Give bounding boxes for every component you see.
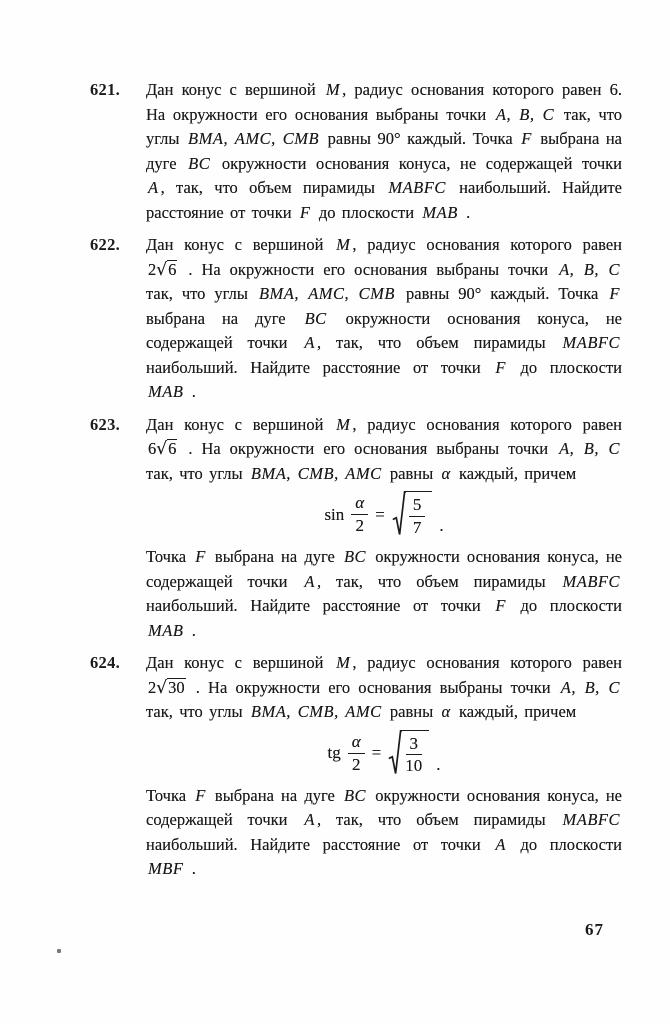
big-radical	[392, 491, 433, 538]
text-run: , радиус основания которого равен	[352, 235, 622, 254]
text-run: до плоскости	[507, 834, 622, 854]
math-variable: MAB	[148, 620, 184, 640]
text-run: окружности основания конуса, не содержащей точки	[146, 785, 623, 829]
text-run: равны	[383, 463, 440, 483]
fraction	[351, 493, 368, 535]
text-run: до плоскости	[507, 357, 622, 377]
text-run: , радиус основания которого равен 6. На окружности его основания выбраны точки	[146, 80, 622, 124]
fraction	[409, 495, 426, 537]
text-run: равны 90° каждый. Точка	[321, 129, 520, 148]
text-run: .	[459, 202, 471, 222]
radicand	[405, 491, 433, 537]
radicand: 30	[168, 677, 185, 697]
text-run: выбрана на дуге	[207, 785, 342, 805]
math-variable: F	[495, 596, 506, 615]
text-run: , радиус основания которого равен	[352, 653, 622, 672]
text-run: , радиус основания которого равен	[352, 414, 622, 434]
problem-text	[146, 413, 622, 487]
radical-sign-icon: √	[156, 439, 168, 459]
math-variable: MAB	[148, 382, 184, 401]
problem-item	[90, 413, 622, 644]
problem-item	[90, 233, 622, 405]
radical-coefficient: 6	[148, 439, 157, 458]
text-run: выбрана на дуге	[207, 547, 342, 566]
problem-body	[146, 78, 622, 225]
math-variable: BC	[343, 547, 367, 566]
fraction-denominator: 2	[351, 754, 361, 774]
math-variable: A	[304, 810, 315, 829]
text-run: наибольший. Найдите расстояние от точки	[146, 596, 494, 615]
math-variable: A	[495, 834, 506, 854]
text-run: . На окружности его основания выбраны точки	[179, 259, 558, 279]
math-variable: MABFC	[562, 333, 620, 352]
math-variable: α	[441, 463, 451, 483]
text-run: до плоскости	[312, 202, 421, 222]
math-variable: BMA, AMC, CMB	[258, 284, 395, 303]
inline-radical	[148, 439, 177, 458]
fraction-numerator: α	[351, 493, 368, 515]
text-run: каждый, причем	[452, 702, 577, 721]
problem-number: 623.	[90, 414, 121, 434]
fraction-numerator: 3	[406, 734, 423, 756]
text-run: так, что углы	[146, 702, 249, 721]
problem-item	[90, 651, 622, 882]
problem-number: 622.	[90, 235, 121, 254]
text-run: наибольший. Найдите расстояние от точки	[146, 178, 623, 222]
math-variable: BC	[304, 308, 327, 328]
text-run: , так, что объем пирамиды	[316, 571, 561, 591]
problem-body	[146, 413, 622, 644]
text-run: .	[185, 859, 196, 878]
math-variable: BC	[343, 785, 367, 805]
fraction-numerator: 5	[409, 495, 426, 517]
problem-text	[146, 233, 622, 405]
text-run: .	[185, 620, 196, 640]
math-variable: A, B, C	[560, 677, 620, 697]
radical-coefficient: 2	[148, 259, 157, 279]
math-variable: F	[521, 129, 532, 148]
scan-artifact-dot	[57, 949, 61, 953]
math-variable: M	[336, 235, 351, 254]
big-radical	[388, 730, 429, 777]
math-variable: MAB	[422, 202, 458, 222]
math-variable: BMA, CMB, AMC	[250, 463, 382, 483]
radical-sign-icon: √	[156, 677, 168, 698]
problem-text	[146, 651, 622, 725]
fraction-denominator: 2	[355, 516, 364, 535]
text-run: равны 90° каждый. Точка	[396, 284, 608, 303]
math-variable: M	[325, 80, 341, 99]
text-run: окружности основания конуса, не содержащей точки	[146, 308, 623, 352]
problem-text	[146, 545, 622, 643]
text-run: .	[185, 382, 196, 401]
text-run: окружности основания конуса, не содержащей точки	[212, 153, 622, 173]
math-variable: MABFC	[562, 571, 620, 591]
text-run: Дан конус с вершиной	[146, 235, 335, 254]
formula-period: .	[436, 754, 441, 774]
math-variable: F	[495, 357, 506, 377]
math-variable: BMA, CMB, AMC	[250, 702, 382, 721]
text-run: . На окружности его основания выбраны точки	[187, 677, 559, 697]
text-run: так, что углы	[146, 104, 622, 148]
text-run: выбрана на дуге	[146, 308, 303, 328]
radical-coefficient: 2	[148, 677, 157, 697]
fraction-denominator: 7	[412, 517, 422, 537]
math-variable: BMA, AMC, CMB	[188, 129, 320, 148]
problem-number: 624.	[90, 653, 121, 672]
page-number: 67	[585, 920, 604, 939]
equals-sign: =	[375, 504, 385, 524]
radical-sign-icon: √	[156, 259, 168, 280]
math-variable: F	[195, 547, 206, 566]
text-run: так, что углы	[146, 463, 249, 483]
math-variable: F	[299, 202, 311, 222]
text-run: равны	[383, 702, 440, 721]
radical-sign-icon	[392, 491, 406, 538]
function-name: tg	[327, 743, 341, 762]
math-variable: α	[441, 702, 451, 721]
display-formula	[146, 730, 622, 777]
problem-body	[146, 651, 622, 882]
problem-text	[146, 78, 622, 225]
problem-number: 621.	[90, 80, 121, 99]
text-run: , так, что объем пирамиды	[316, 810, 561, 829]
math-variable: A, B, C	[495, 104, 555, 124]
text-run: наибольший. Найдите расстояние от точки	[146, 357, 494, 377]
math-variable: BC	[188, 153, 211, 173]
text-run: выбрана на дуге	[146, 129, 623, 173]
radicand: 6	[168, 259, 177, 279]
text-run: каждый, причем	[452, 463, 577, 483]
math-variable: F	[195, 785, 206, 805]
fraction-numerator: α	[348, 732, 365, 754]
text-run: Точка	[146, 547, 194, 566]
radicand	[401, 730, 429, 776]
function-name: sin	[324, 504, 345, 524]
equals-sign: =	[371, 743, 382, 762]
problem-item	[90, 78, 622, 225]
inline-radical	[148, 260, 177, 279]
text-run: , так, что объем пирамиды	[316, 333, 561, 352]
problem-text	[146, 784, 622, 882]
math-variable: A, B, C	[559, 259, 620, 279]
math-variable: M	[336, 653, 351, 672]
math-variable: MABFC	[388, 178, 446, 197]
problem-body	[146, 233, 622, 405]
display-formula	[146, 491, 622, 538]
math-variable: A, B, C	[559, 439, 620, 458]
problems-list	[90, 78, 622, 890]
math-variable: A	[304, 571, 315, 591]
text-run: Точка	[146, 785, 194, 805]
math-variable: A	[148, 178, 159, 197]
text-run: Дан конус с вершиной	[146, 653, 335, 672]
text-run: до плоскости	[507, 596, 622, 615]
radical-sign-icon	[388, 730, 402, 777]
formula-period: .	[439, 516, 444, 535]
math-variable: F	[609, 284, 620, 303]
text-run: наибольший. Найдите расстояние от точки	[146, 834, 494, 854]
text-run: Дан конус с вершиной	[146, 80, 324, 99]
text-run: так, что углы	[146, 284, 257, 303]
text-run: . На окружности его основания выбраны точки	[179, 439, 558, 458]
fraction-denominator: 10	[405, 756, 423, 776]
text-run: , так, что объем пирамиды	[160, 178, 387, 197]
radicand: 6	[168, 439, 177, 458]
fraction	[348, 732, 365, 774]
math-variable: M	[336, 414, 351, 434]
inline-radical	[148, 678, 186, 697]
text-run: окружности основания конуса, не содержащей точки	[146, 547, 623, 591]
text-run: Дан конус с вершиной	[146, 414, 335, 434]
math-variable: A	[304, 333, 315, 352]
fraction	[405, 734, 422, 776]
math-variable: MABFC	[562, 810, 620, 829]
math-variable: MBF	[148, 859, 184, 878]
